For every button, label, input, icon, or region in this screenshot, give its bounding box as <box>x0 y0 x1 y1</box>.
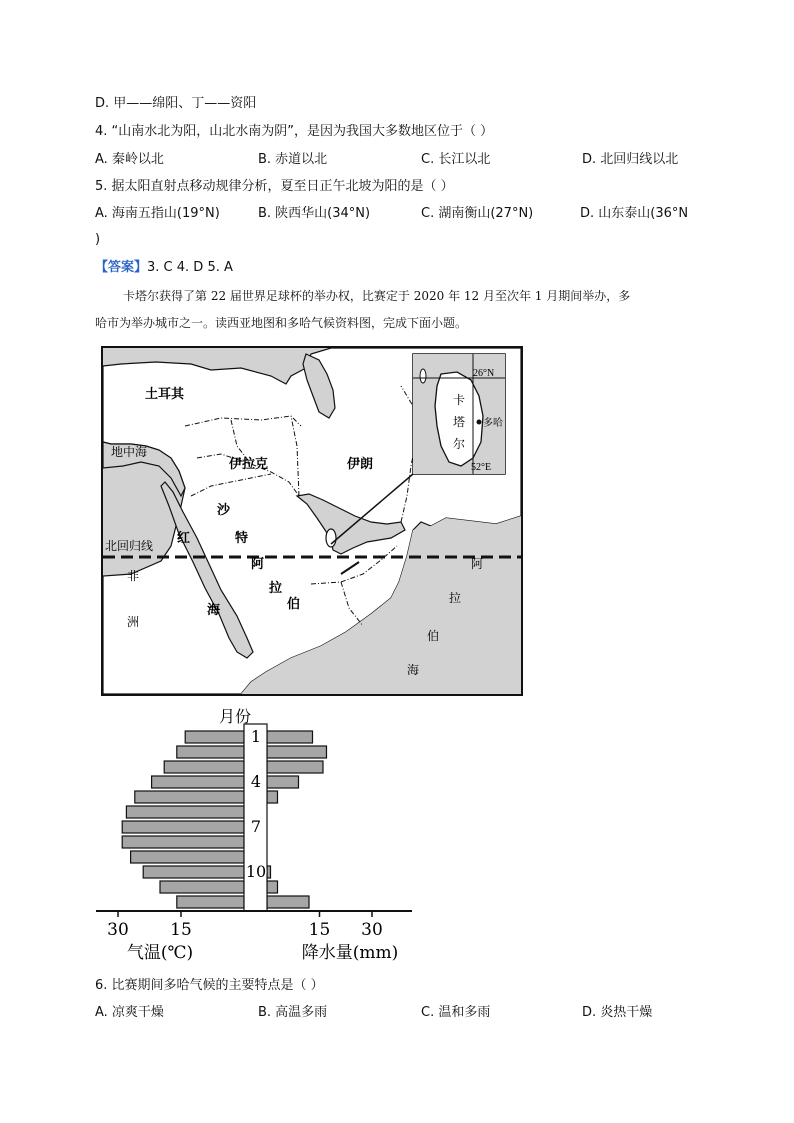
precip-bar-month-12 <box>267 896 309 908</box>
answer-line <box>95 260 233 276</box>
temp-bar-month-11 <box>160 881 244 893</box>
q6-option-b: B. 高温多雨 <box>258 1005 328 1020</box>
label-qatar-3: 尔 <box>453 437 466 451</box>
temp-bar-month-12 <box>177 896 244 908</box>
q5-option-d-wrap: ) <box>95 232 101 247</box>
q4-option-b: B. 赤道以北 <box>258 152 328 167</box>
q6-option-a: A. 凉爽干燥 <box>95 1005 164 1020</box>
q4-option-c: C. 长江以北 <box>421 152 491 167</box>
label-arabian-sea-3: 伯 <box>427 629 440 643</box>
month-tick-1: 1 <box>250 727 262 746</box>
month-tick-4: 4 <box>250 772 262 791</box>
label-africa-2: 洲 <box>127 615 140 629</box>
precip-bar-month-5 <box>267 791 278 803</box>
temp-bar-month-5 <box>135 791 244 803</box>
west-asia-map <box>101 346 523 696</box>
temp-bar-month-9 <box>131 851 244 863</box>
temp-tick-30: 30 <box>107 920 129 940</box>
label-red-sea-2: 海 <box>207 603 221 618</box>
label-doha-1: 多 <box>483 418 493 429</box>
precipitation-ticks <box>309 911 383 940</box>
label-turkey: 土耳其 <box>145 387 185 402</box>
q4-option-d: D. 北回归线以北 <box>582 152 679 167</box>
label-saudi-3: 阿 <box>251 557 265 572</box>
passage-line-1: 卡塔尔获得了第 22 届世界足球杯的举办权，比赛定于 2020 年 12 月至次年 1 月期间举办，多 <box>123 289 631 303</box>
label-saudi-2: 特 <box>235 531 249 546</box>
precip-bar-month-3 <box>267 761 323 773</box>
q3-option-d: D. 甲——绵阳、丁——资阳 <box>95 96 257 111</box>
temperature-axis-label: 气温(℃) <box>126 943 194 963</box>
precip-tick-15: 15 <box>308 920 331 940</box>
label-iran: 伊朗 <box>347 457 374 472</box>
temp-bar-month-10 <box>143 866 244 878</box>
q4-stem: 4. “山南水北为阳，山北水南为阴”，是因为我国大多数地区位于（ ） <box>95 124 494 139</box>
q5-option-c: C. 湖南衡山(27°N) <box>421 206 534 221</box>
label-qatar-2: 塔 <box>453 415 466 429</box>
precip-bar-month-4 <box>267 776 299 788</box>
passage-line-2: 哈市为举办城市之一。读西亚地图和多哈气候资料图，完成下面小题。 <box>95 316 468 330</box>
precipitation-axis-label: 降水量(mm) <box>301 943 399 963</box>
q6-option-d: D. 炎热干燥 <box>582 1005 653 1020</box>
label-inset-lat: 26°N <box>473 368 495 379</box>
temperature-ticks <box>107 911 192 940</box>
temp-bar-month-7 <box>122 821 244 833</box>
answer-text: 3. C 4. D 5. A <box>147 260 233 275</box>
label-africa-1: 非 <box>127 569 140 583</box>
doha-climate-chart <box>90 700 430 970</box>
label-tropic: 北回归线 <box>105 539 154 553</box>
label-saudi-1: 沙 <box>217 503 231 518</box>
label-arabian-sea-4: 海 <box>407 663 420 677</box>
temp-bar-month-1 <box>185 731 244 743</box>
qatar-peninsula <box>326 529 336 547</box>
temperature-bars <box>122 731 244 908</box>
label-arabian-sea-1: 阿 <box>471 557 484 571</box>
label-mediterranean: 地中海 <box>111 445 148 459</box>
label-inset-lon: 52°E <box>471 462 492 473</box>
precip-bar-month-11 <box>267 881 278 893</box>
label-qatar-1: 卡 <box>453 393 466 407</box>
label-red-sea-1: 红 <box>177 531 191 546</box>
temp-bar-month-4 <box>152 776 244 788</box>
temp-tick-15: 15 <box>170 920 192 940</box>
label-iraq: 伊拉克 <box>229 457 269 472</box>
doha-dot <box>477 420 482 425</box>
q6-stem: 6. 比赛期间多哈气候的主要特点是（ ） <box>95 978 324 993</box>
temp-bar-month-6 <box>126 806 244 818</box>
temp-bar-month-3 <box>164 761 244 773</box>
q5-option-d: D. 山东泰山(36°N <box>580 206 689 221</box>
precip-bar-month-2 <box>267 746 327 758</box>
q6-option-c: C. 温和多雨 <box>421 1005 491 1020</box>
month-tick-10: 10 <box>245 862 267 881</box>
label-doha-2: 哈 <box>493 418 503 429</box>
inset-island <box>420 369 426 383</box>
temp-bar-month-2 <box>177 746 244 758</box>
q5-option-a: A. 海南五指山(19°N) <box>95 206 220 221</box>
temp-bar-month-8 <box>122 836 244 848</box>
month-tick-7: 7 <box>250 817 262 836</box>
precipitation-bars <box>267 731 327 908</box>
label-arabian-sea-2: 拉 <box>449 591 462 605</box>
q5-option-b: B. 陕西华山(34°N) <box>258 206 371 221</box>
answer-tag: 【答案】 <box>95 260 148 275</box>
label-saudi-5: 伯 <box>287 597 301 612</box>
precip-bar-month-1 <box>267 731 313 743</box>
label-saudi-4: 拉 <box>269 581 283 596</box>
precip-tick-30: 30 <box>361 920 383 940</box>
month-axis-label: 月份 <box>218 707 252 726</box>
q4-option-a: A. 秦岭以北 <box>95 152 164 167</box>
q5-stem: 5. 据太阳直射点移动规律分析，夏至日正午北坡为阳的是（ ） <box>95 179 454 194</box>
